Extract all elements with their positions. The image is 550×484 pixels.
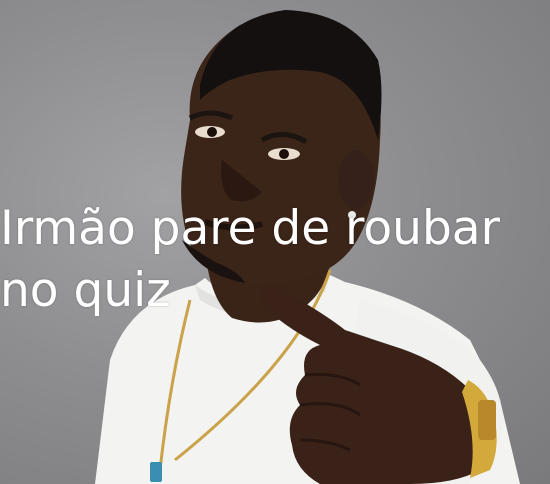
caption-line-2: no quiz (0, 263, 171, 318)
caption-line-1: Irmão pare de roubar (0, 201, 500, 256)
meme-caption (0, 198, 550, 322)
